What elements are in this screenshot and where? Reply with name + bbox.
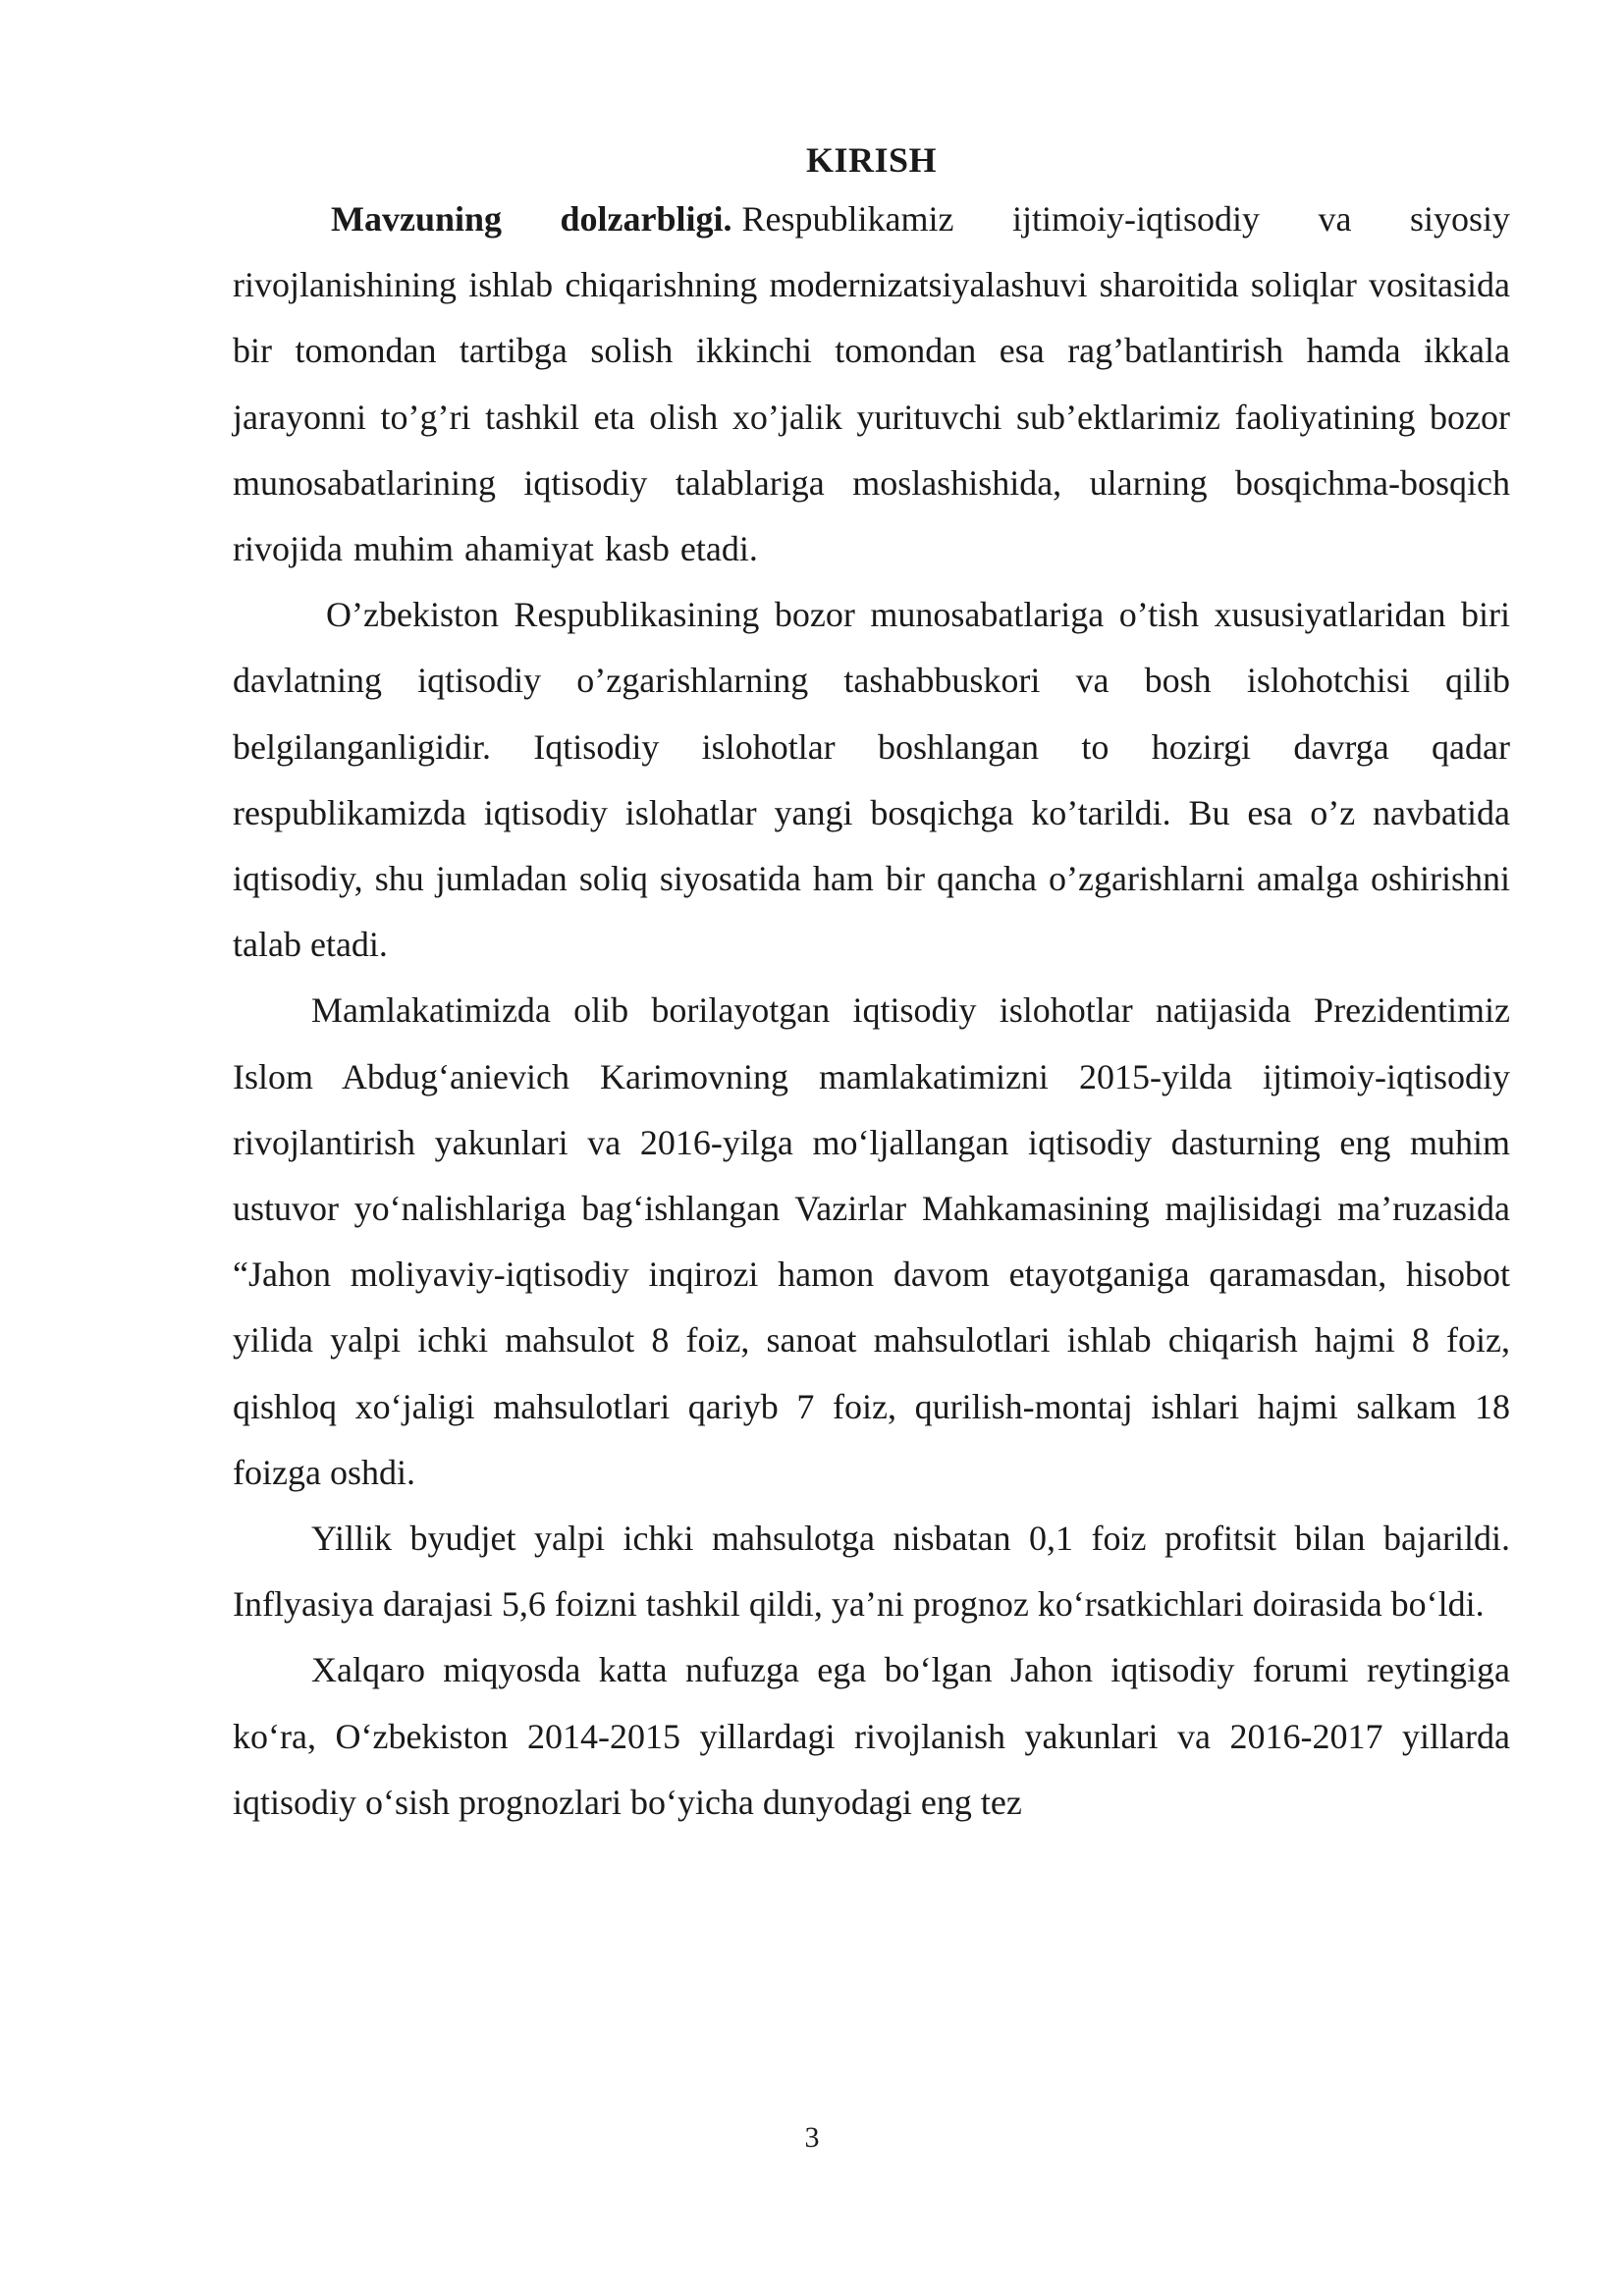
paragraph-text: Mamlakatimizda olib borilayotgan iqtisodiy islohotlar natijasida Prezidentimiz Islom Abdug‘anievich Karimovning mamlakatimizni 2015-yilda ijtimoiy-iqtisodiy rivojlantirish yakunlari va 2016-yilga mo‘ljallangan iqtisodiy dasturning eng muhim ustuvor yo‘nalishlariga bag‘ishlangan Vazirlar Mahkamasining majlisidagi ma’ruzasida “Jahon moliyaviy-iqtisodiy inqirozi hamon davom etayotganiga qaramasdan, hisobot yilida yalpi ichki mahsulot 8 foiz, sanoat mahsulotlari ishlab chiqarish hajmi 8 foiz, qishloq xo‘jaligi mahsulotlari qariyb 7 foiz, qurilish-montaj ishlari hajmi salkam 18 foizga oshdi.: [233, 990, 1510, 1492]
paragraph-4: [233, 1506, 1510, 1637]
page-number: 3: [804, 2121, 820, 2154]
paragraph-1: [233, 187, 1510, 582]
page-title: KIRISH: [805, 140, 938, 180]
paragraph-lead: Mavzuning dolzarbligi.: [331, 199, 732, 239]
paragraph-text: Xalqaro miqyosda katta nufuzga ega bo‘lgan Jahon iqtisodiy forumi reytingiga ko‘ra, O‘zbekiston 2014-2015 yillardagi rivojlanish yakunlari va 2016-2017 yillarda iqtisodiy o‘sish prognozlari bo‘yicha dunyodagi eng tez: [233, 1650, 1510, 1822]
paragraph-text: O’zbekiston Respublikasining bozor munosabatlariga o’tish xususiyatlaridan biri davlatning iqtisodiy o’zgarishlarning tashabbuskori va bosh islohotchisi qilib belgilanganligidir. Iqtisodiy islohotlar boshlangan to hozirgi davrga qadar respublikamizda iqtisodiy islohatlar yangi bosqichga ko’tarildi. Bu esa o’z navbatida iqtisodiy, shu jumladan soliq siyosatida ham bir qancha o’zgarishlarni amalga oshirishni talab etadi.: [233, 595, 1510, 965]
paragraph-3: [233, 978, 1510, 1506]
paragraph-5: [233, 1637, 1510, 1836]
paragraph-2: [233, 582, 1510, 978]
page-content: [233, 135, 1510, 1836]
paragraph-text: Respublikamiz ijtimoiy-iqtisodiy va siyosiy rivojlanishining ishlab chiqarishning modernizatsiyalashuvi sharoitida soliqlar vositasida bir tomondan tartibga solish ikkinchi tomondan esa rag’batlantirish hamda ikkala jarayonni to’g’ri tashkil eta olish xo’jalik yurituvchi sub’ektlarimiz faoliyatining bozor munosabatlarining iqtisodiy talablariga moslashishida, ularning bosqichma-bosqich rivojida muhim ahamiyat kasb etadi.: [233, 199, 1511, 569]
paragraph-text: Yillik byudjet yalpi ichki mahsulotga nisbatan 0,1 foiz profitsit bilan bajarildi. Inflyasiya darajasi 5,6 foizni tashkil qildi, ya’ni prognoz ko‘rsatkichlari doirasida bo‘ldi.: [233, 1519, 1510, 1625]
